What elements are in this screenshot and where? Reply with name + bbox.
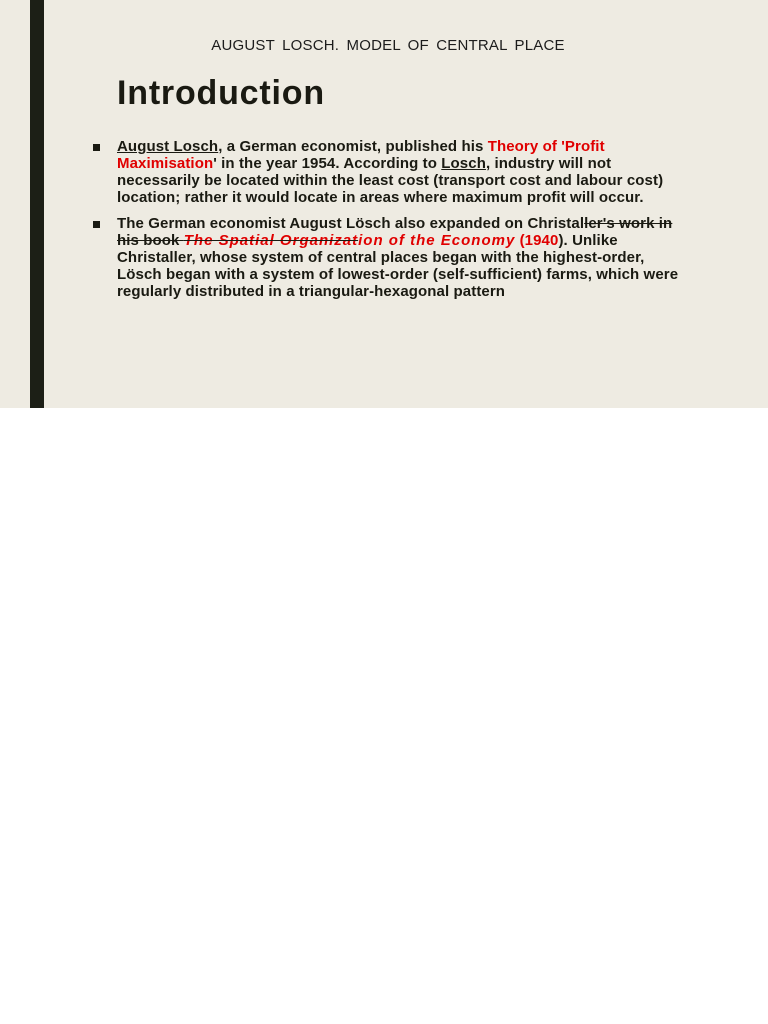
book-title-rest: ion of the Economy — [358, 232, 516, 249]
book-title-struck: The Spatial Organizat — [183, 232, 359, 249]
struck-text: ler's work in his book — [117, 215, 673, 249]
theory-word: Theory — [487, 138, 539, 155]
publication-year: 1940 — [524, 232, 559, 249]
bullet1-text-b: ' in the year 1954. According to — [213, 155, 442, 172]
bullet-item-2 — [92, 215, 692, 300]
year-open: ( — [515, 232, 525, 249]
accent-bar — [30, 0, 44, 408]
bullet-list — [92, 138, 692, 309]
bullet2-text-a: The German economist August Lösch also expanded on Christal — [117, 215, 585, 232]
bullet1-text-c: , industry will not necessarily be located within the least cost (transport cost and labour cost) location; rather it would locate in areas where maximum profit will occur. — [117, 155, 664, 206]
slide-header: AUGUST LOSCH. MODEL OF CENTRAL PLACE — [211, 37, 565, 54]
profit-maximisation-term: Profit Maximisation — [117, 138, 605, 172]
slide-title: Introduction — [117, 74, 325, 112]
bullet-item-1 — [92, 138, 692, 206]
bullet2-text-b: ). Unlike Christaller, whose system of central places began with the highest-order, Lösch began with a system of lowest-order (self-sufficient) farms, which were regularly distributed in a triangular-hexagonal pattern — [117, 232, 679, 300]
slide — [0, 0, 768, 408]
quote-open: ' — [556, 138, 565, 155]
square-bullet-icon — [93, 221, 100, 228]
bullet1-text-a: , a German economist, published his — [218, 138, 488, 155]
of-word: of — [538, 138, 557, 155]
square-bullet-icon — [93, 144, 100, 151]
author-name: August Losch — [117, 138, 219, 155]
losch-name: Losch — [441, 155, 486, 172]
